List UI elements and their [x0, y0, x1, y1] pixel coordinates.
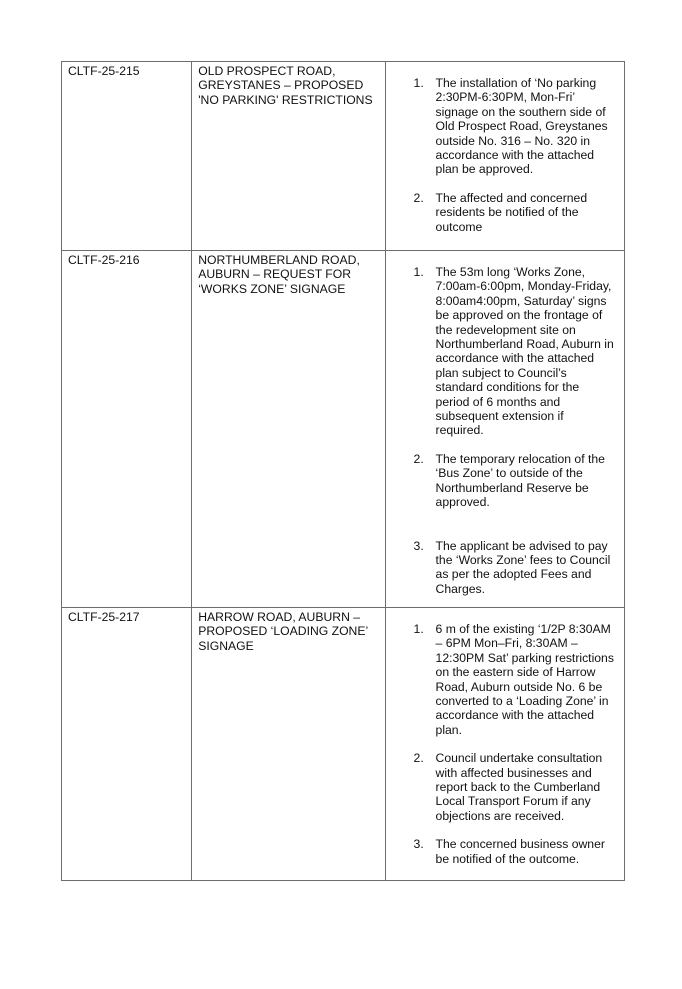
ref-cell [62, 62, 192, 251]
title-cell [192, 62, 385, 251]
item-number: 1. [413, 622, 424, 636]
title-cell [192, 251, 385, 608]
list-item [386, 622, 618, 737]
ref-cell [62, 251, 192, 608]
resolutions-table [61, 61, 625, 881]
item-number: 3. [413, 538, 424, 553]
list-item [386, 539, 618, 597]
ref-number: CLTF-25-216 [68, 253, 140, 267]
ref-number: CLTF-25-215 [68, 64, 140, 78]
item-number: 2. [413, 190, 424, 205]
item-number: 2. [413, 451, 424, 466]
item-text: Council undertake consultation with affected businesses and report back to the Cumberland Local Transport Forum if any objections are received. [435, 751, 603, 823]
list-item [386, 751, 618, 823]
item-text: The affected and concerned residents be notified of the outcome [435, 190, 588, 234]
list-item [386, 191, 618, 234]
item-text: The 53m long ‘Works Zone, 7:00am-6:00pm, Monday-Friday, 8:00am4:00pm, Saturday’ signs be approved on the frontage of the redevelopment site on Northumberland Road, Auburn in accordance with the attached plan subject to Council’s standard conditions for the period of 6 months and subsequent extension if required. [435, 265, 614, 438]
item-title: NORTHUMBERLAND ROAD, AUBURN – REQUEST FOR ‘WORKS ZONE’ SIGNAGE [198, 253, 360, 296]
ref-number: CLTF-25-217 [68, 610, 140, 624]
table-row [62, 251, 625, 608]
table-row [62, 608, 625, 881]
item-number: 1. [413, 265, 424, 279]
list-item [386, 452, 618, 510]
item-title: HARROW ROAD, AUBURN – PROPOSED ‘LOADING ZONE’ SIGNAGE [198, 610, 368, 653]
ref-cell [62, 608, 192, 881]
item-number: 3. [413, 837, 424, 852]
item-text: The concerned business owner be notified of the outcome. [435, 837, 605, 866]
item-title: OLD PROSPECT ROAD, GREYSTANES – PROPOSED 'NO PARKING' RESTRICTIONS [198, 64, 373, 107]
item-number: 1. [413, 76, 424, 90]
list-item [386, 265, 618, 438]
item-number: 2. [413, 751, 424, 766]
item-text: The temporary relocation of the ‘Bus Zone’ to outside of the Northumberland Reserve be approved. [435, 451, 605, 510]
item-text: The installation of ‘No parking 2:30PM-6:30PM, Mon-Fri’ signage on the southern side of Old Prospect Road, Greystanes outside No. 316 – No. 320 in accordance with the attached plan be approved. [435, 76, 608, 177]
resolution-cell [385, 251, 624, 608]
item-text: 6 m of the existing ‘1/2P 8:30AM – 6PM Mon–Fri, 8:30AM – 12:30PM Sat’ parking restrictions on the eastern side of Harrow Road, Auburn outside No. 6 be converted to a ‘Loading Zone’ in accordance with the attached plan. [435, 622, 614, 737]
list-item [386, 837, 618, 866]
title-cell [192, 608, 385, 881]
table-row [62, 62, 625, 251]
resolution-cell [385, 608, 624, 881]
list-item [386, 76, 618, 177]
item-text: The applicant be advised to pay the ‘Works Zone’ fees to Council as per the adopted Fees and Charges. [435, 538, 611, 596]
resolution-cell [385, 62, 624, 251]
